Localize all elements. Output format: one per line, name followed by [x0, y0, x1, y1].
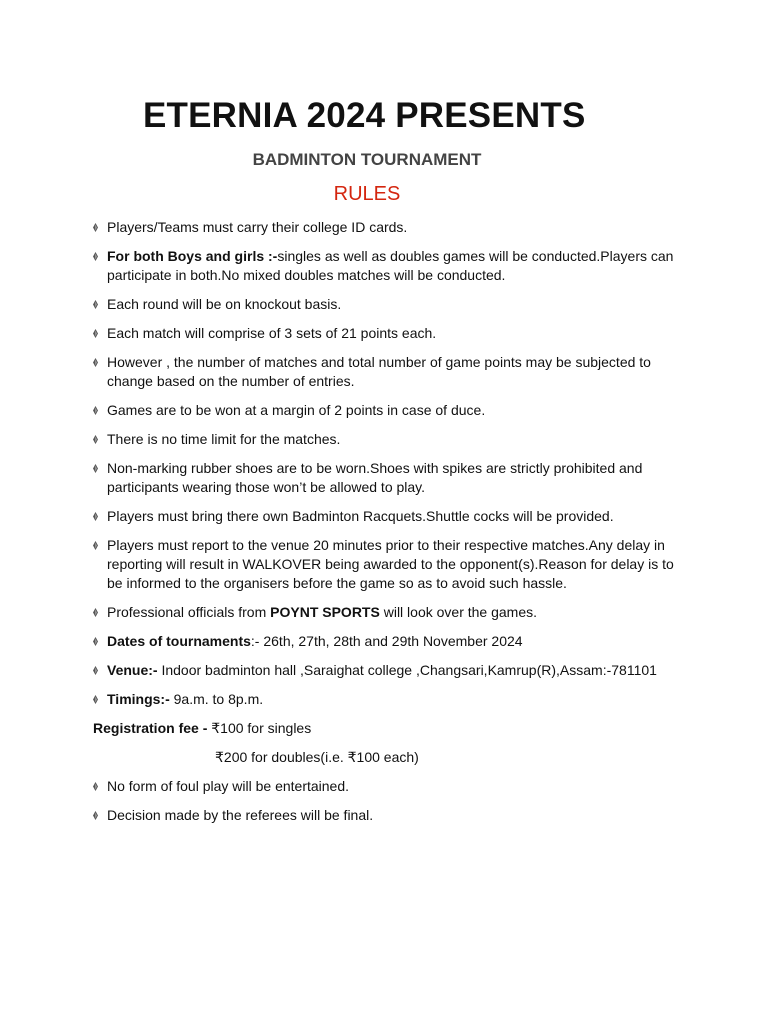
rule-item — [93, 603, 693, 622]
rule-item — [93, 401, 693, 420]
event-subtitle: BADMINTON TOURNAMENT — [252, 150, 482, 169]
singles-fee-text: ₹100 for singles — [211, 720, 312, 736]
rule-bold-text: POYNT SPORTS — [270, 604, 380, 620]
diamond-bullet-icon — [93, 811, 98, 820]
diamond-bullet-icon — [93, 608, 98, 617]
rule-text: singles as well as doubles games will be conducted.Players can participate in both.No mixed doubles matches will be conducted. — [107, 248, 674, 283]
final-rules-list — [93, 777, 693, 825]
diamond-bullet-icon — [93, 666, 98, 675]
rule-item — [93, 353, 693, 391]
rule-bold-text: Dates of tournaments — [107, 633, 251, 649]
rule-text: Players must bring there own Badminton Racquets.Shuttle cocks will be provided. — [107, 508, 614, 524]
rule-text: There is no time limit for the matches. — [107, 431, 341, 447]
diamond-bullet-icon — [93, 223, 98, 232]
rule-item — [93, 218, 693, 237]
rules-heading: RULES — [333, 183, 401, 205]
rule-text: However , the number of matches and total number of game points may be subjected to change based on the number of entries. — [107, 354, 651, 389]
rule-item — [93, 661, 693, 680]
diamond-bullet-icon — [93, 695, 98, 704]
registration-fee-label: Registration fee - — [93, 720, 212, 736]
rule-item — [93, 536, 693, 593]
rule-text: Players/Teams must carry their college ID cards. — [107, 219, 408, 235]
rule-text: Each round will be on knockout basis. — [107, 296, 342, 312]
rule-item — [93, 777, 693, 796]
rule-item — [93, 690, 693, 709]
rule-text: No form of foul play will be entertained. — [107, 778, 350, 794]
rule-item — [93, 632, 693, 651]
rule-text: will look over the games. — [379, 604, 538, 620]
rule-item — [93, 324, 693, 343]
diamond-bullet-icon — [93, 406, 98, 415]
rule-bold-text: Timings:- — [107, 691, 170, 707]
rule-text: :- 26th, 27th, 28th and 29th November 2024 — [250, 633, 523, 649]
page-title: ETERNIA 2024 PRESENTS — [143, 96, 586, 135]
rule-text: Games are to be won at a margin of 2 points in case of duce. — [107, 402, 486, 418]
diamond-bullet-icon — [93, 464, 98, 473]
rule-bold-text: For both Boys and girls :- — [107, 248, 278, 264]
rule-item — [93, 459, 693, 497]
diamond-bullet-icon — [93, 252, 98, 261]
diamond-bullet-icon — [93, 637, 98, 646]
rules-content — [93, 218, 693, 835]
rule-item — [93, 430, 693, 449]
diamond-bullet-icon — [93, 329, 98, 338]
diamond-bullet-icon — [93, 541, 98, 550]
rule-text: Each match will comprise of 3 sets of 21 points each. — [107, 325, 437, 341]
diamond-bullet-icon — [93, 512, 98, 521]
registration-fee-block — [93, 719, 693, 767]
diamond-bullet-icon — [93, 300, 98, 309]
rule-item — [93, 806, 693, 825]
rule-text: Non-marking rubber shoes are to be worn.Shoes with spikes are strictly prohibited and participants wearing those won’t be allowed to play. — [107, 460, 643, 495]
rule-text: Decision made by the referees will be final. — [107, 807, 374, 823]
rule-text: Indoor badminton hall ,Saraighat college ,Changsari,Kamrup(R),Assam:-781101 — [157, 662, 657, 678]
rule-bold-text: Venue:- — [107, 662, 158, 678]
rule-item — [93, 295, 693, 314]
diamond-bullet-icon — [93, 435, 98, 444]
diamond-bullet-icon — [93, 782, 98, 791]
rule-item — [93, 507, 693, 526]
diamond-bullet-icon — [93, 358, 98, 367]
rule-text: Professional officials from — [107, 604, 271, 620]
registration-fee-singles — [93, 719, 693, 738]
rule-text: 9a.m. to 8p.m. — [169, 691, 264, 707]
rules-list — [93, 218, 693, 709]
rule-text: Players must report to the venue 20 minutes prior to their respective matches.Any delay in reporting will result in WALKOVER being awarded to the opponent(s).Reason for delay is to be informed to the organisers before the game so as to avoid such hassle. — [107, 537, 674, 591]
rule-item — [93, 247, 693, 285]
registration-fee-doubles: ₹200 for doubles(i.e. ₹100 each) — [215, 749, 419, 765]
